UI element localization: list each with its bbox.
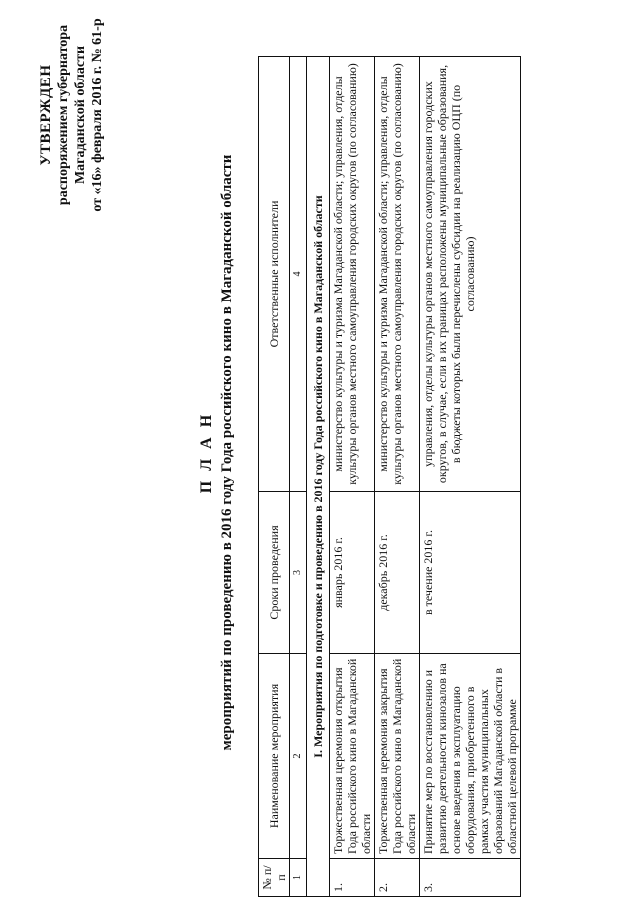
table-row bbox=[420, 57, 521, 897]
approval-block bbox=[38, 15, 106, 215]
plan-table bbox=[258, 56, 521, 897]
row-date: декабрь 2016 г. bbox=[375, 492, 420, 654]
header-date: Сроки проведения bbox=[259, 492, 290, 654]
column-number-row bbox=[290, 57, 307, 897]
table-row bbox=[375, 57, 420, 897]
row-name: Принятие мер по восстановлению и развитию деятельности кинозалов на основе введения в эксплуатацию оборудования, приобретенного в рамках участия муниципальных образований Магаданской области в областной целевой программе bbox=[420, 654, 521, 859]
section-title: I. Мероприятия по подготовке и проведению в 2016 году Года российского кино в Магаданской области bbox=[307, 57, 330, 897]
row-num: 2. bbox=[375, 859, 420, 897]
approval-line-2: Магаданской области bbox=[73, 45, 88, 185]
row-exec: министерство культуры и туризма Магаданской области; управления, отделы культуры органов местного самоуправления городских округов (по согласованию) bbox=[330, 57, 375, 492]
header-exec: Ответственные исполнители bbox=[259, 57, 290, 492]
header-num: № п/п bbox=[259, 859, 290, 897]
row-date: в течение 2016 г. bbox=[420, 492, 521, 654]
row-date: январь 2016 г. bbox=[330, 492, 375, 654]
table-row bbox=[330, 57, 375, 897]
section-row bbox=[307, 57, 330, 897]
row-name: Торжественная церемония закрытия Года российского кино в Магаданской области bbox=[375, 654, 420, 859]
table-header-row bbox=[259, 57, 290, 897]
col-number: 3 bbox=[290, 492, 307, 654]
approval-line-1: распоряжением губернатора bbox=[56, 24, 71, 206]
document-subtitle: мероприятий по проведению в 2016 году Года российского кино в Магаданской области bbox=[219, 154, 235, 751]
row-exec: министерство культуры и туризма Магаданской области; управления, отделы культуры органов местного самоуправления городских округов (по согласованию) bbox=[375, 57, 420, 492]
header-name: Наименование мероприятия bbox=[259, 654, 290, 859]
row-num: 3. bbox=[420, 859, 521, 897]
approval-header: УТВЕРЖДЕН bbox=[38, 64, 54, 166]
row-exec: управления, отделы культуры органов местного самоуправления городских округов, в случае, если в их границах расположены муниципальные образования, в бюджеты которых были перечислены субсидии на реализацию ОЦП (по согласованию) bbox=[420, 57, 521, 492]
row-num: 1. bbox=[330, 859, 375, 897]
col-number: 1 bbox=[290, 859, 307, 897]
col-number: 2 bbox=[290, 654, 307, 859]
row-name: Торжественная церемония открытия Года российского кино в Магаданской области bbox=[330, 654, 375, 859]
col-number: 4 bbox=[290, 57, 307, 492]
document-title: П Л А Н bbox=[198, 411, 215, 494]
approval-line-3: от «16» февраля 2016 г. № 61-р bbox=[90, 18, 105, 212]
